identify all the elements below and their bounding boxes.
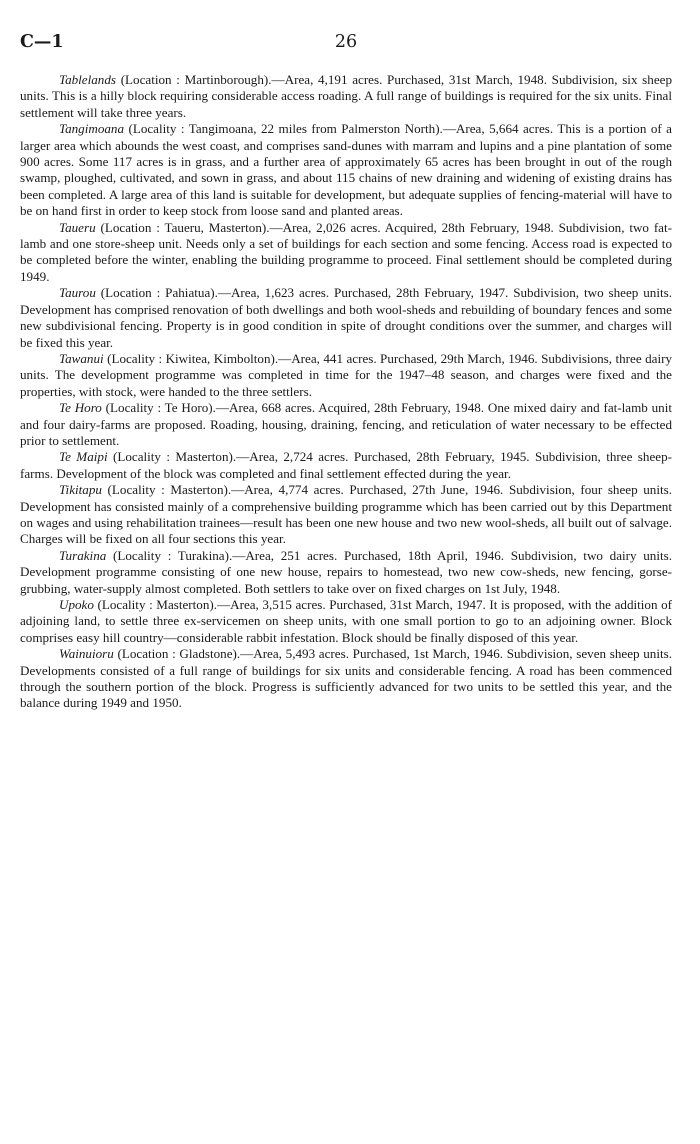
block-description: (Locality : Tangimoana, 22 miles from Palmerston North).—Area, 5,664 acres. This is a portion of a larger area which abounds the west coast, and comprises sand-dunes with marram and lupins and a pine plantation of some 900 acres. Some 117 acres is in grass, and a further area of approximately 65 acres has been brought in out of the rough swamp, ploughed, cultivated, and sown in grass, and about 115 chains of new draining and widening of existing drains has been completed. A large area of this land is suitable for development, but adequate supplies of fencing-material will have to be on hand first in order to keep stock from loose sand and planted areas.	[20, 121, 672, 219]
block-name: Tikitapu	[59, 482, 102, 498]
entry-tikitapu	[20, 482, 672, 548]
block-description: (Location : Taueru, Masterton).—Area, 2,026 acres. Acquired, 28th February, 1948. Subdivision, two fat-lamb and one store-sheep unit. Needs only a set of buildings for each section and some fencing. Access road is expected to be completed before the winter, enabling the building programme to proceed. Final settlement should be completed during 1949.	[20, 219, 672, 284]
block-name: Te Horo	[59, 400, 102, 416]
block-name: Taurou	[59, 285, 96, 301]
page-header	[20, 32, 672, 56]
entry-taurou	[20, 285, 672, 351]
block-description: (Location : Martinborough).—Area, 4,191 acres. Purchased, 31st March, 1948. Subdivision, six sheep units. This is a hilly block requiring considerable access roading. A full range of buildings is required for the six units. Final settlement will take three years.	[20, 72, 672, 120]
block-description: (Locality : Te Horo).—Area, 668 acres. Acquired, 28th February, 1948. One mixed dairy and fat-lamb unit and four dairy-farms are proposed. Roading, housing, draining, fencing, and reticulation of water necessary to be effected prior to settlement.	[20, 400, 672, 448]
entry-tangimoana	[20, 121, 672, 219]
block-name: Tablelands	[59, 72, 116, 87]
entry-upoko	[20, 597, 672, 646]
entry-te-maipi	[20, 449, 672, 482]
block-name: Taueru	[59, 219, 96, 235]
block-name: Upoko	[59, 597, 94, 612]
block-description: (Locality : Masterton).—Area, 3,515 acres. Purchased, 31st March, 1947. It is proposed, with the addition of adjoining land, to settle three ex-servicemen on sheep units, with one small portion to go to an adjoining owner. Block comprises easy hill country—considerable rabbit infestation. Block should be finally disposed of this year.	[20, 597, 672, 645]
block-description: (Location : Pahiatua).—Area, 1,623 acres. Purchased, 28th February, 1947. Subdivision, two sheep units. Development has comprised renovation of both dwellings and both wool-sheds and rebuilding of boundary fences and some new subdivisional fencing. Property is in good condition in spite of drought conditions over the summer, and charges will be fixed this year.	[20, 285, 672, 350]
entry-tawanui	[20, 351, 672, 400]
block-description: (Locality : Masterton).—Area, 2,724 acres. Purchased, 28th February, 1945. Subdivision, three sheep-farms. Development of the block was completed and final settlement effected during the year.	[20, 449, 672, 481]
block-description: (Location : Gladstone).—Area, 5,493 acres. Purchased, 1st March, 1946. Subdivision, seven sheep units. Developments consisted of a full range of buildings for six units and considerable fencing. A road has been commenced through the southern portion of the block. Progress is sufficiently advanced for two units to be settled this year, and the balance during 1949 and 1950.	[20, 646, 672, 711]
entry-taueru	[20, 220, 672, 286]
entry-wainuioru	[20, 646, 672, 712]
block-description: (Locality : Masterton).—Area, 4,774 acres. Purchased, 27th June, 1946. Subdivision, four sheep units. Development has consisted mainly of a comprehensive building programme which has been carried out by this Department on wages and using rehabilitation trainees—result has been one new house and two new wool-sheds, all built out of salvage. Charges will be fixed on all four sections this year.	[20, 482, 672, 547]
block-name: Turakina	[59, 547, 107, 563]
block-description: (Locality : Turakina).—Area, 251 acres. Purchased, 18th April, 1946. Subdivision, two dairy units. Development programme consisting of one new house, repairs to homestead, two new cow-sheds, new fencing, gorse-grubbing, water-supply almost completed. Both settlers to take over on fixed charges on 1st July, 1948.	[20, 547, 672, 596]
block-name: Wainuioru	[59, 646, 114, 662]
report-body	[20, 72, 672, 712]
entry-turakina	[20, 548, 672, 597]
entry-tablelands	[20, 72, 672, 121]
block-name: Tangimoana	[59, 121, 125, 137]
document-reference: C—1	[20, 32, 64, 52]
entry-te-horo	[20, 400, 672, 449]
block-name: Te Maipi	[59, 449, 108, 465]
page-number: 26	[334, 32, 358, 52]
block-description: (Locality : Kiwitea, Kimbolton).—Area, 441 acres. Purchased, 29th March, 1946. Subdivisions, three dairy units. The development programme was completed in time for the 1947–48 season, and charges were fixed and the properties, with stock, were handed to the three settlers.	[20, 350, 672, 399]
block-name: Tawanui	[59, 350, 104, 366]
